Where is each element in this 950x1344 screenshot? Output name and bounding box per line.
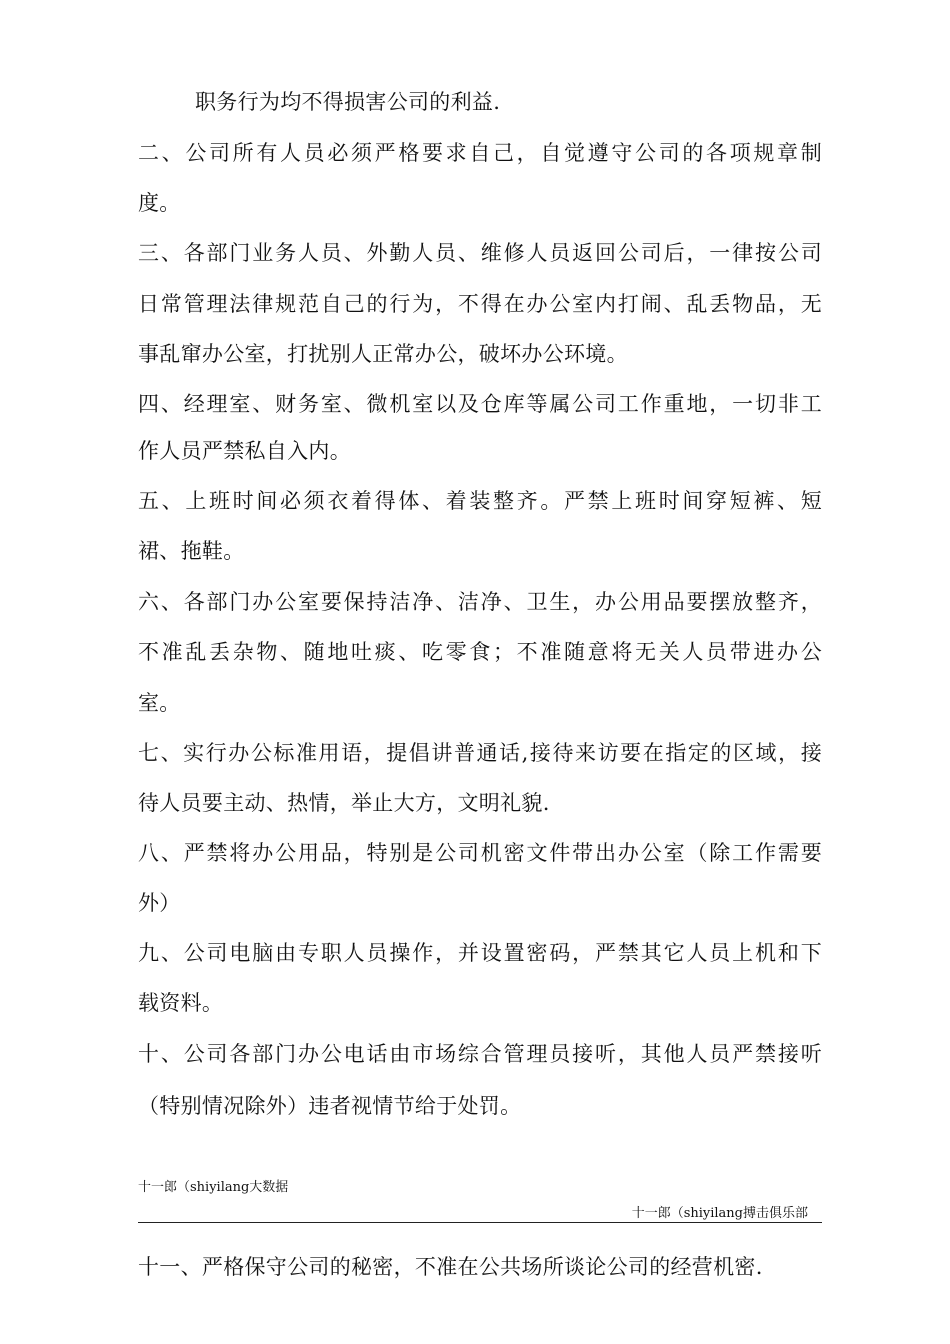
paragraph-line: 三、各部门业务人员、外勤人员、维修人员返回公司后，一律按公司 bbox=[138, 241, 822, 265]
paragraph-line: 裙、拖鞋。 bbox=[138, 539, 245, 563]
paragraph-line: 十一、严格保守公司的秘密，不准在公共场所谈论公司的经营机密. bbox=[138, 1255, 763, 1279]
paragraph-line: 五、上班时间必须衣着得体、着装整齐。严禁上班时间穿短裤、短 bbox=[138, 489, 822, 513]
paragraph-line: 事乱窜办公室，打扰别人正常办公，破坏办公环境。 bbox=[138, 342, 628, 366]
paragraph-line: 二、公司所有人员必须严格要求自己，自觉遵守公司的各项规章制 bbox=[138, 141, 822, 165]
paragraph-line: 室。 bbox=[138, 691, 181, 715]
paragraph-line: 日常管理法律规范自己的行为，不得在办公室内打闹、乱丢物品，无 bbox=[138, 292, 822, 316]
paragraph-line: 作人员严禁私自入内。 bbox=[138, 439, 351, 463]
paragraph-line: 六、各部门办公室要保持洁净、洁净、卫生，办公用品要摆放整齐， bbox=[138, 590, 822, 614]
footer-left-text: 十一郎（shiyilang大数据 bbox=[138, 1180, 289, 1195]
paragraph-line: 九、公司电脑由专职人员操作，并设置密码，严禁其它人员上机和下 bbox=[138, 941, 822, 965]
footer-divider bbox=[138, 1222, 822, 1223]
paragraph-line: 外） bbox=[138, 891, 181, 915]
paragraph-line: 十、公司各部门办公电话由市场综合管理员接听，其他人员严禁接听 bbox=[138, 1042, 822, 1066]
paragraph-line: 七、实行办公标准用语，提倡讲普通话,接待来访要在指定的区域，接 bbox=[138, 741, 822, 765]
footer-right-text: 十一郎（shiyilang搏击俱乐部 bbox=[631, 1206, 808, 1221]
paragraph-line: 度。 bbox=[138, 191, 181, 215]
paragraph-line: 待人员要主动、热情，举止大方，文明礼貌. bbox=[138, 791, 550, 815]
paragraph-line: 四、经理室、财务室、微机室以及仓库等属公司工作重地，一切非工 bbox=[138, 392, 822, 416]
paragraph-line: 职务行为均不得损害公司的利益. bbox=[195, 90, 501, 114]
paragraph-line: 载资料。 bbox=[138, 991, 224, 1015]
paragraph-line: 不准乱丢杂物、随地吐痰、吃零食；不准随意将无关人员带进办公 bbox=[138, 640, 822, 664]
paragraph-line: （特别情况除外）违者视情节给于处罚。 bbox=[138, 1094, 522, 1118]
paragraph-line: 八、严禁将办公用品，特别是公司机密文件带出办公室（除工作需要 bbox=[138, 841, 822, 865]
